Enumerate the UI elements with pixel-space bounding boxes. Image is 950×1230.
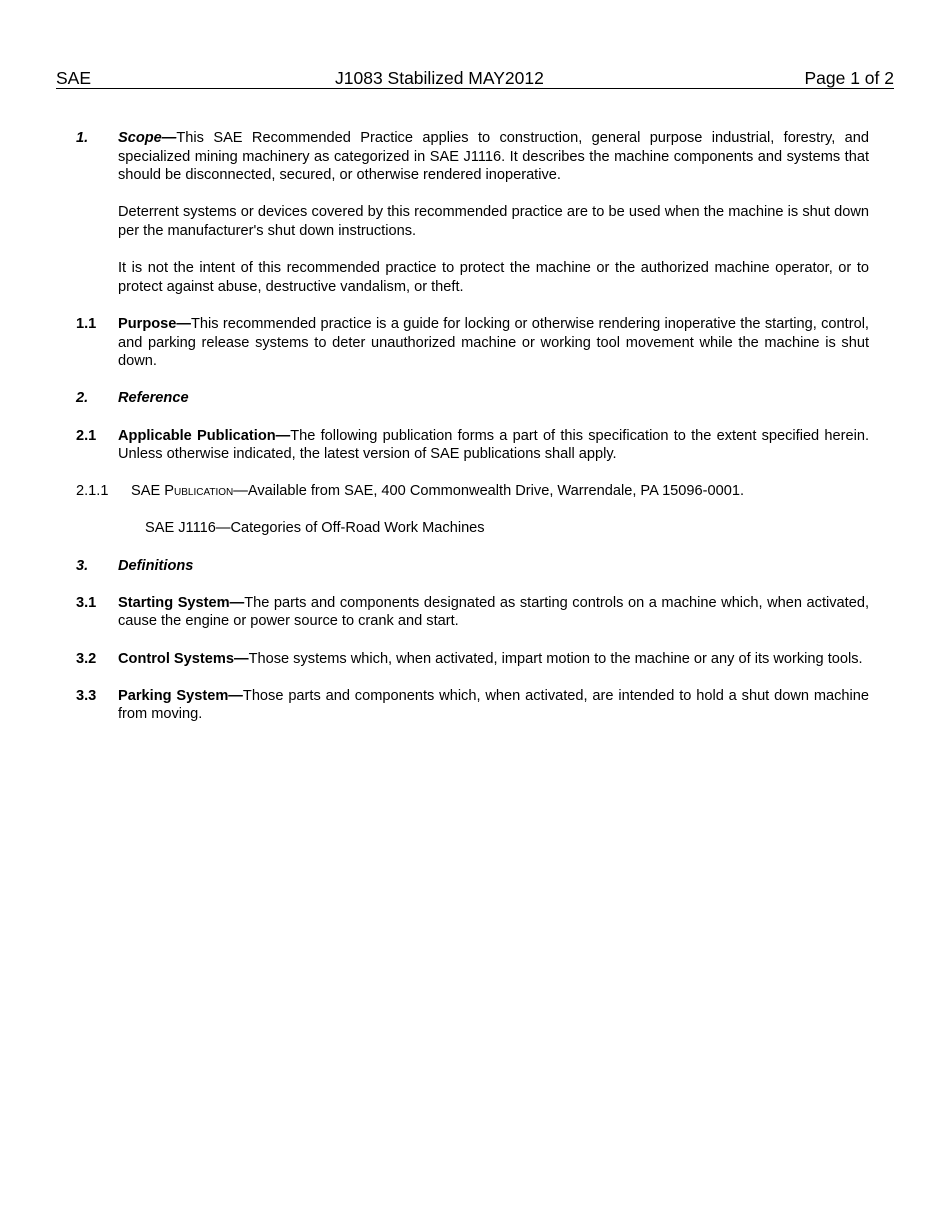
header-document-id: J1083 Stabilized MAY2012 [335, 68, 544, 88]
section-sae-publication [76, 482, 869, 501]
section-text: The parts and components designated as starting controls on a machine which, when activated, cause the engine or power source to crank and start. [118, 594, 869, 630]
page-header [56, 68, 894, 89]
section-number: 1. [76, 130, 89, 146]
section-text: Those systems which, when activated, impart motion to the machine or any of its working tools. [248, 650, 863, 667]
section-reference [76, 389, 869, 408]
section-text: Those parts and components which, when activated, are intended to hold a shut down machine from moving. [118, 687, 869, 723]
section-number: 2. [76, 390, 89, 407]
header-org: SAE [56, 68, 92, 88]
section-term: Purpose— [118, 315, 191, 332]
section-applicable-publication [76, 427, 869, 464]
section-term: SAE Publication [131, 483, 234, 500]
section-number: 1.1 [76, 315, 97, 332]
section-number: 2.1 [76, 427, 97, 444]
section-starting-system [76, 594, 869, 631]
reference-item: SAE J1116—Categories of Off-Road Work Machines [145, 520, 485, 537]
header-page-number: Page 1 of 2 [804, 68, 894, 88]
section-scope [76, 129, 869, 185]
section-purpose [76, 315, 869, 371]
section-term: Starting System— [118, 594, 245, 611]
section-term: Scope— [118, 130, 177, 146]
section-heading: Definitions [118, 557, 194, 574]
section-text: This SAE Recommended Practice applies to construction, general purpose industrial, forestry, and specialized mining machinery as categorized in SAE J1116. It describes the machine components and systems that should be disconnected, secured, or otherwise rendered inoperative. [118, 130, 869, 184]
section-number: 3. [76, 557, 89, 574]
section-number: 2.1.1 [76, 483, 109, 500]
document-body [76, 129, 869, 743]
section-number: 3.2 [76, 650, 97, 667]
section-text: The following publication forms a part of this specification to the extent specified herein. Unless otherwise indicated, the latest version of SAE publications shall apply. [118, 427, 869, 463]
scope-paragraph-3: It is not the intent of this recommended practice to protect the machine or the authorized machine operator, or to protect against abuse, destructive vandalism, or theft. [118, 260, 869, 295]
section-parking-system [76, 687, 869, 724]
section-text: This recommended practice is a guide for locking or otherwise rendering inoperative the starting, control, and parking release systems to deter unauthorized machine or working tool movement while the machine is shut down. [118, 315, 869, 370]
section-heading: Reference [118, 390, 189, 407]
scope-paragraph-2: Deterrent systems or devices covered by this recommended practice are to be used when the machine is shut down per the manufacturer's shut down instructions. [118, 204, 869, 239]
section-control-systems [76, 650, 869, 669]
section-term: Control Systems— [118, 650, 249, 667]
section-text: —Available from SAE, 400 Commonwealth Drive, Warrendale, PA 15096-0001. [233, 483, 745, 500]
section-term: Applicable Publication— [118, 427, 291, 444]
section-definitions [76, 557, 869, 576]
section-number: 3.1 [76, 594, 97, 611]
section-number: 3.3 [76, 687, 97, 704]
section-term: Parking System— [118, 687, 243, 704]
